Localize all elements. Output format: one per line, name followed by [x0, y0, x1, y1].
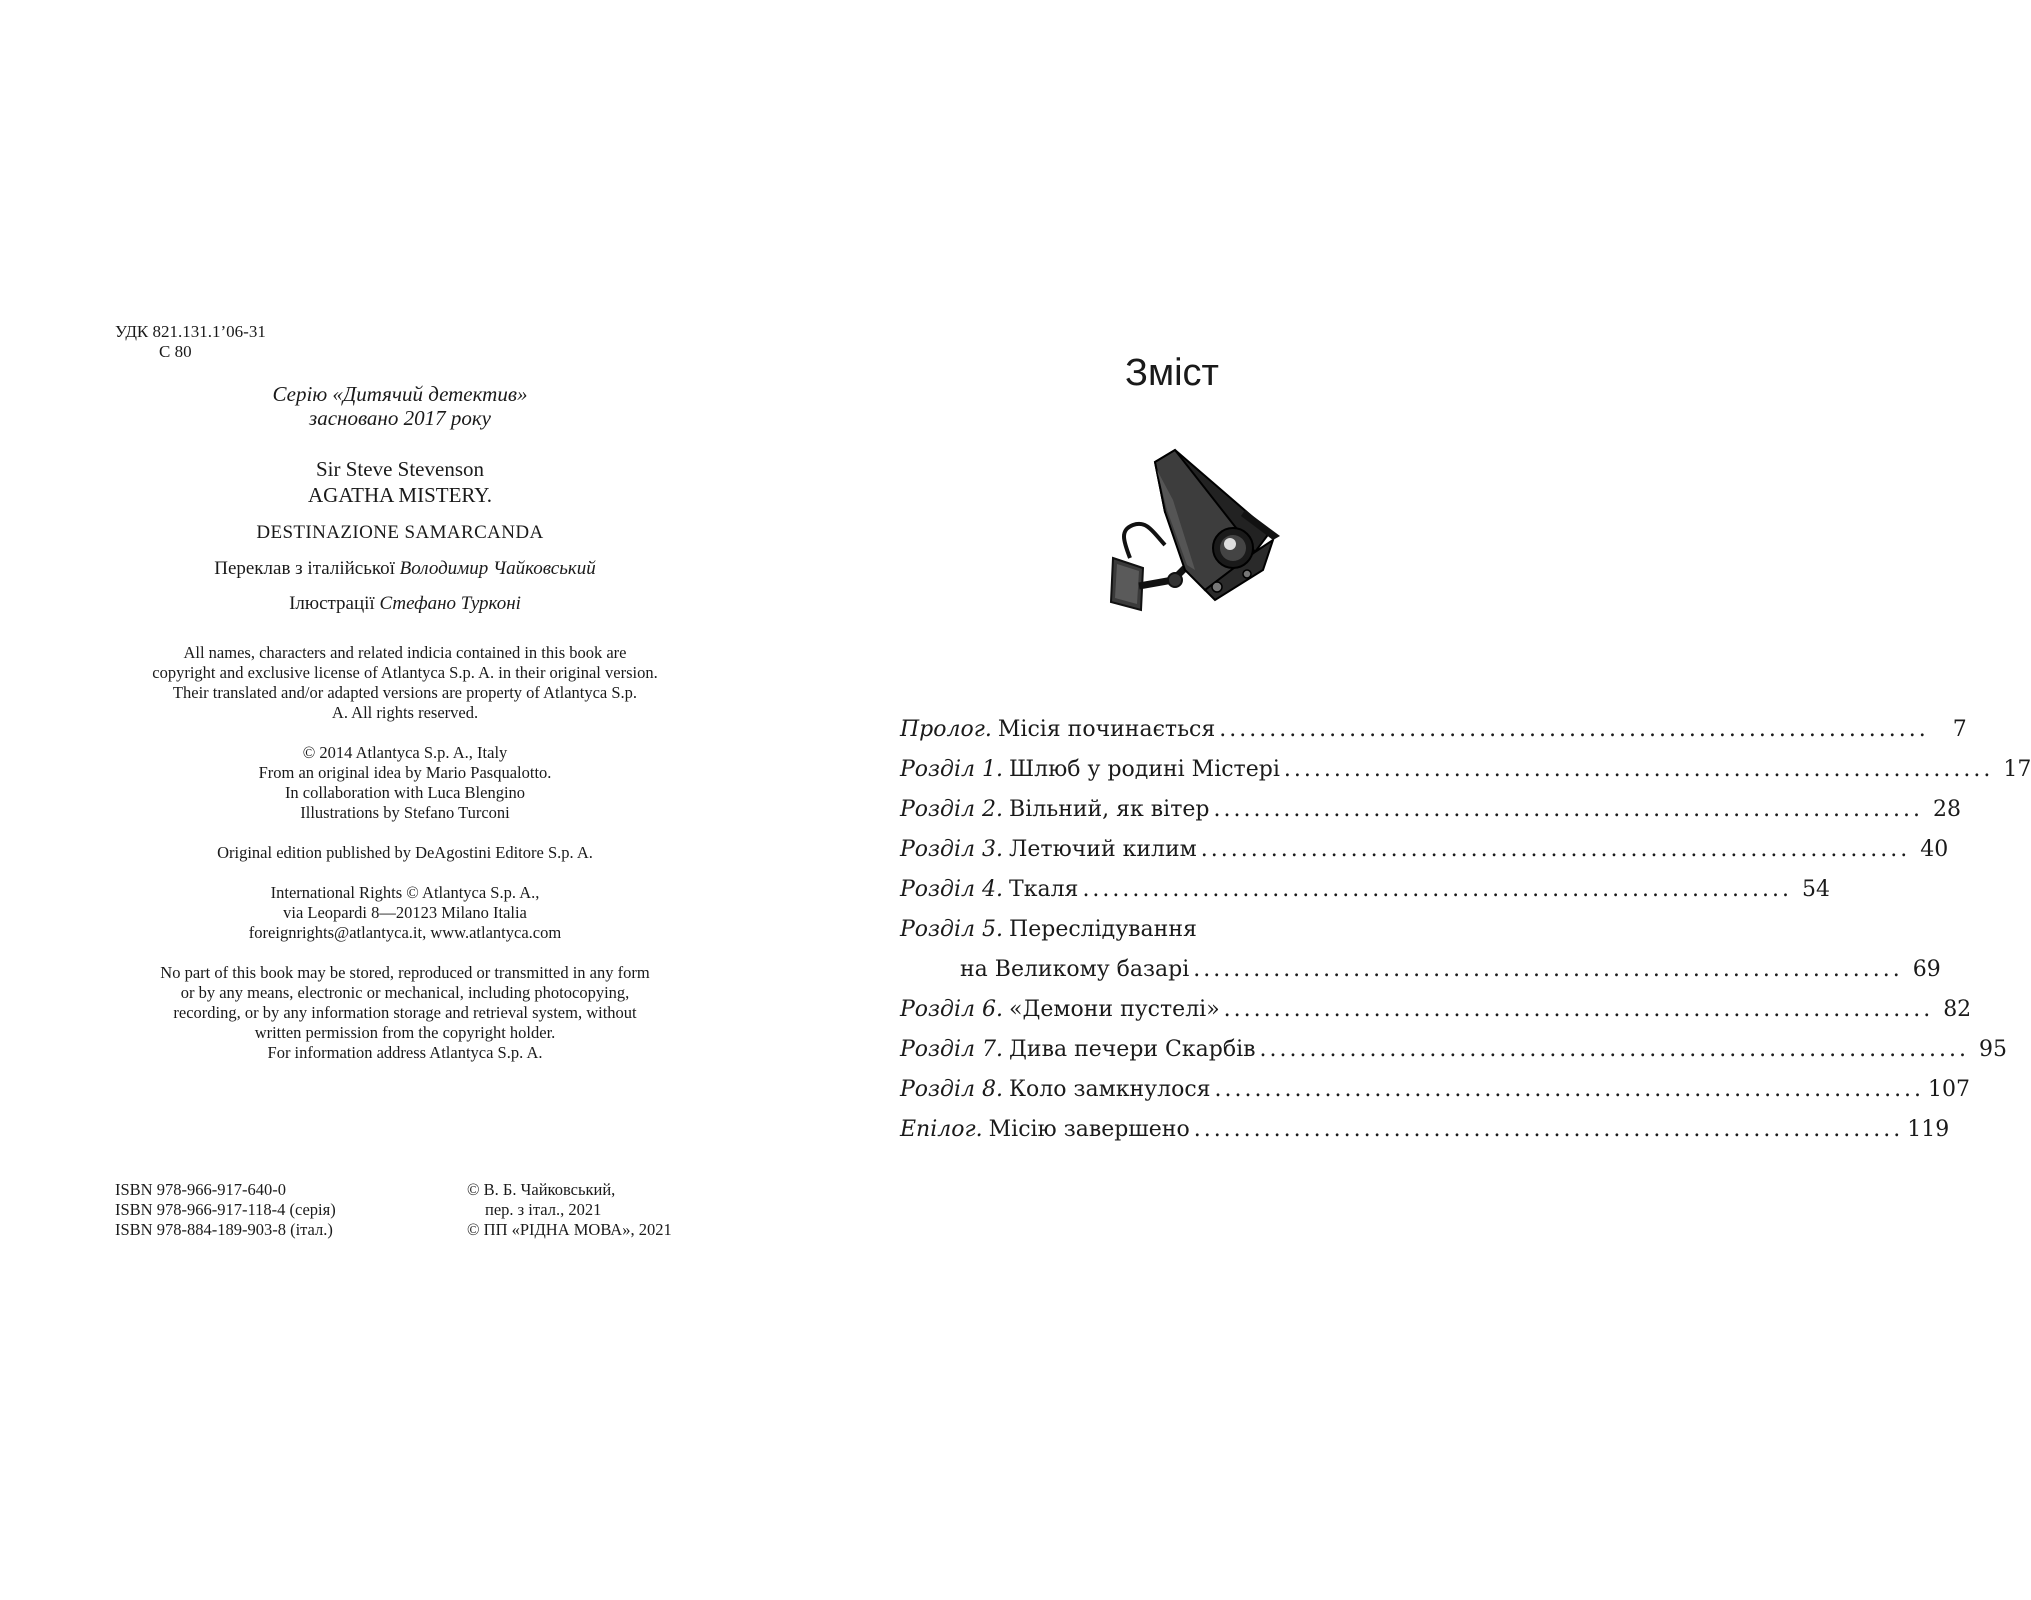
original-subtitle: DESTINAZIONE SAMARCANDA — [256, 522, 544, 543]
toc-label: Розділ 1. — [900, 757, 1004, 782]
legal-line: Their translated and/or adapted versions are property of Atlantyca S.p. — [172, 683, 638, 702]
toc-page: 17 — [2003, 757, 2031, 782]
toc-page: 40 — [1920, 837, 1949, 862]
translator-name: Володимир Чайковський — [399, 558, 596, 579]
legal-reproduction-block — [110, 963, 700, 1063]
toc-title: Переслідування — [1009, 917, 1197, 942]
legal-line: written permission from the copyright holder. — [254, 1023, 556, 1042]
toc-entry[interactable] — [900, 750, 2031, 790]
toc-leader: ....................................................................... — [1219, 717, 1929, 742]
isbn-line: ISBN 978-966-917-640-0 — [115, 1180, 286, 1199]
illustrator-name: Стефано Турконі — [379, 593, 521, 614]
toc-page: 7 — [1952, 717, 1967, 742]
toc-entry[interactable] — [900, 870, 1830, 910]
toc-title: Ткаля — [1009, 877, 1079, 902]
toc-page: 95 — [1979, 1037, 2008, 1062]
legal-line: via Leopardi 8—20123 Milano Italia — [283, 903, 527, 922]
toc-page: 82 — [1943, 997, 1972, 1022]
legal-line: or by any means, electronic or mechanical, including photocopying, — [180, 983, 630, 1002]
toc-title: Вільний, як вітер — [1009, 797, 1210, 822]
toc-leader: ....................................................................... — [1214, 1077, 1925, 1102]
legal-line: recording, or by any information storage and retrieval system, without — [173, 1003, 637, 1022]
toc-entry[interactable] — [900, 1110, 1950, 1150]
toc-leader: ....................................................................... — [1283, 757, 1994, 782]
toc-entry[interactable] — [900, 1030, 2008, 1070]
toc-entry[interactable] — [900, 990, 1972, 1030]
toc-leader: ....................................................................... — [1193, 957, 1903, 982]
toc-title-continuation: на Великому базарі — [960, 957, 1190, 982]
toc-title: Шлюб у родині Містері — [1009, 757, 1280, 782]
security-camera-icon — [1095, 440, 1285, 625]
toc-entry[interactable] — [900, 790, 1961, 830]
toc-leader: ....................................................................... — [1213, 797, 1923, 822]
udk-number: УДК 821.131.1’06-31 — [115, 322, 266, 341]
legal-line: A. All rights reserved. — [331, 703, 479, 722]
toc-leader: ....................................................................... — [1082, 877, 1792, 902]
toc-label: Розділ 6. — [900, 997, 1004, 1022]
toc-title: Летючий килим — [1009, 837, 1197, 862]
series-line-1: Серію «Дитячий детектив» — [272, 382, 528, 406]
toc-entry-continuation[interactable] — [900, 950, 1941, 990]
legal-line: copyright and exclusive license of Atlantyca S.p. A. in their original version. — [152, 663, 658, 682]
contents-title: Зміст — [1125, 352, 1219, 394]
toc-label: Розділ 5. — [900, 917, 1004, 942]
illustrator-credit — [120, 593, 690, 615]
toc-leader: ....................................................................... — [1200, 837, 1911, 862]
legal-line: For information address Atlantyca S.p. A. — [267, 1043, 543, 1062]
toc-label: Епілог. — [900, 1117, 983, 1142]
toc-entry[interactable] — [900, 910, 1480, 950]
legal-line: © 2014 Atlantyca S.p. A., Italy — [302, 743, 508, 762]
toc-page: 107 — [1928, 1077, 1971, 1102]
toc-leader: ....................................................................... — [1223, 997, 1934, 1022]
original-title: AGATHA MISTERY. — [308, 483, 492, 507]
series-note — [160, 382, 640, 430]
toc-page: 28 — [1933, 797, 1961, 822]
udk-code: С 80 — [159, 342, 192, 361]
legal-line: In collaboration with Luca Blengino — [284, 783, 526, 802]
legal-line: All names, characters and related indicia contained in this book are — [183, 643, 627, 662]
isbn-line: ISBN 978-966-917-118-4 (серія) — [115, 1200, 336, 1219]
series-line-2: засновано 2017 року — [309, 406, 491, 430]
isbn-line: ISBN 978-884-189-903-8 (італ.) — [115, 1220, 333, 1239]
toc-label: Розділ 4. — [900, 877, 1004, 902]
toc-leader: ....................................................................... — [1193, 1117, 1904, 1142]
toc-entry[interactable] — [900, 830, 1949, 870]
toc-page: 69 — [1912, 957, 1941, 982]
legal-rights-block — [110, 643, 700, 723]
toc-title: Дива печери Скарбів — [1009, 1037, 1256, 1062]
illustrations-prefix: Ілюстрації — [289, 593, 375, 614]
legal-line: No part of this book may be stored, reproduced or transmitted in any form — [160, 963, 650, 982]
toc-label: Розділ 7. — [900, 1037, 1004, 1062]
copyright-line: © ПП «РІДНА МОВА», 2021 — [467, 1220, 672, 1239]
legal-line: foreignrights@atlantyca.it, www.atlantyca.com — [248, 923, 562, 942]
legal-line: From an original idea by Mario Pasqualotto. — [258, 763, 552, 782]
toc-page: 54 — [1801, 877, 1830, 902]
copyright-line: пер. з італ., 2021 — [485, 1200, 602, 1219]
toc-title: «Демони пустелі» — [1009, 997, 1220, 1022]
toc-page: 119 — [1907, 1117, 1950, 1142]
legal-publisher-line: Original edition published by DeAgostini Editore S.p. A. — [217, 843, 593, 862]
toc-label: Розділ 8. — [900, 1077, 1004, 1102]
legal-international-block — [110, 883, 700, 943]
toc-title: Місію завершено — [988, 1117, 1190, 1142]
toc-entry[interactable] — [900, 710, 1967, 750]
table-of-contents — [900, 710, 2031, 1150]
legal-line: International Rights © Atlantyca S.p. A., — [270, 883, 540, 902]
legal-origin-block — [110, 743, 700, 823]
isbn-block — [115, 1180, 336, 1240]
toc-leader: ....................................................................... — [1259, 1037, 1970, 1062]
copyright-line: © В. Б. Чайковський, — [467, 1180, 616, 1199]
toc-entry[interactable] — [900, 1070, 1971, 1110]
toc-label: Розділ 2. — [900, 797, 1004, 822]
udk-classification — [115, 322, 266, 362]
translator-prefix: Переклав з італійської — [214, 558, 395, 579]
original-credits — [160, 456, 640, 508]
toc-label: Розділ 3. — [900, 837, 1004, 862]
author-name: Sir Steve Stevenson — [316, 457, 484, 481]
copyright-block — [467, 1180, 672, 1240]
toc-title: Коло замкнулося — [1009, 1077, 1211, 1102]
legal-line: Illustrations by Stefano Turconi — [300, 803, 510, 822]
translator-credit — [120, 558, 690, 580]
toc-label: Пролог. — [900, 717, 992, 742]
toc-title: Місія починається — [997, 717, 1216, 742]
